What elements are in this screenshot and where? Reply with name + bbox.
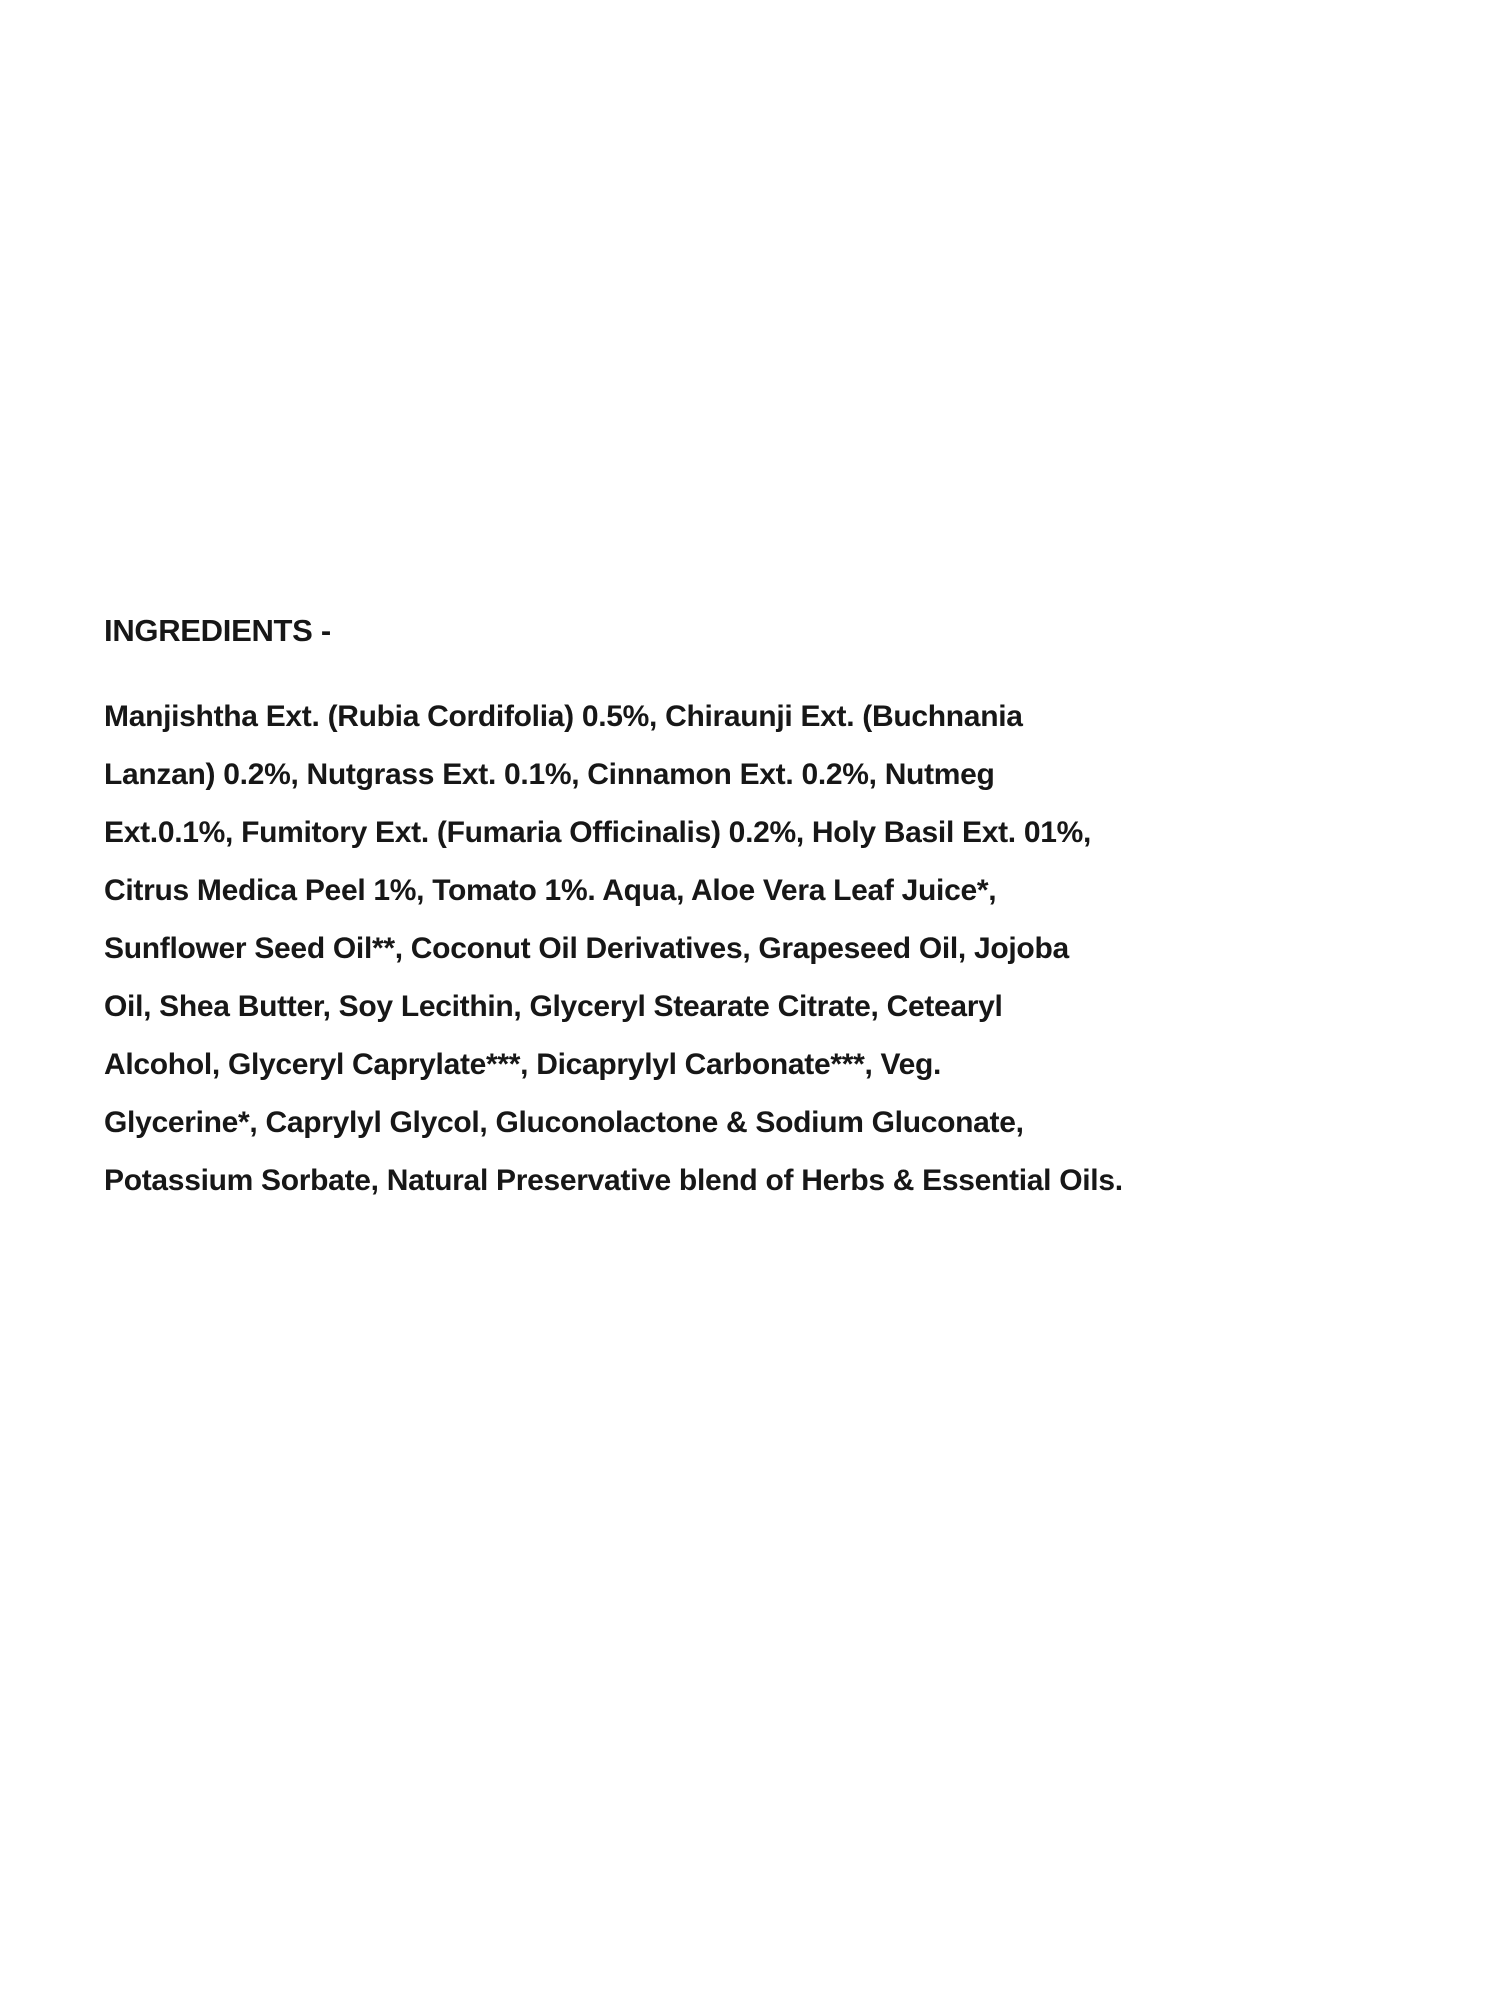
ingredients-line-3: Ext.0.1%, Fumitory Ext. (Fumaria Officinalis) 0.2%, Holy Basil Ext. 01%, bbox=[104, 816, 1092, 849]
ingredients-line-1: Manjishtha Ext. (Rubia Cordifolia) 0.5%, Chiraunji Ext. (Buchnania bbox=[104, 700, 1023, 733]
ingredients-line-2: Lanzan) 0.2%, Nutgrass Ext. 0.1%, Cinnamon Ext. 0.2%, Nutmeg bbox=[104, 758, 995, 791]
ingredients-text-block bbox=[104, 602, 1424, 1210]
ingredients-line-6: Oil, Shea Butter, Soy Lecithin, Glyceryl Stearate Citrate, Cetearyl bbox=[104, 990, 1003, 1023]
ingredients-line-9: Potassium Sorbate, Natural Preservative blend of Herbs & Essential Oils. bbox=[104, 1164, 1123, 1197]
ingredients-line-8: Glycerine*, Caprylyl Glycol, Gluconolactone & Sodium Gluconate, bbox=[104, 1106, 1024, 1139]
ingredients-heading: INGREDIENTS - bbox=[104, 613, 331, 648]
ingredients-line-7: Alcohol, Glyceryl Caprylate***, Dicaprylyl Carbonate***, Veg. bbox=[104, 1048, 942, 1081]
ingredients-line-5: Sunflower Seed Oil**, Coconut Oil Derivatives, Grapeseed Oil, Jojoba bbox=[104, 932, 1069, 965]
ingredients-line-4: Citrus Medica Peel 1%, Tomato 1%. Aqua, Aloe Vera Leaf Juice*, bbox=[104, 874, 997, 907]
